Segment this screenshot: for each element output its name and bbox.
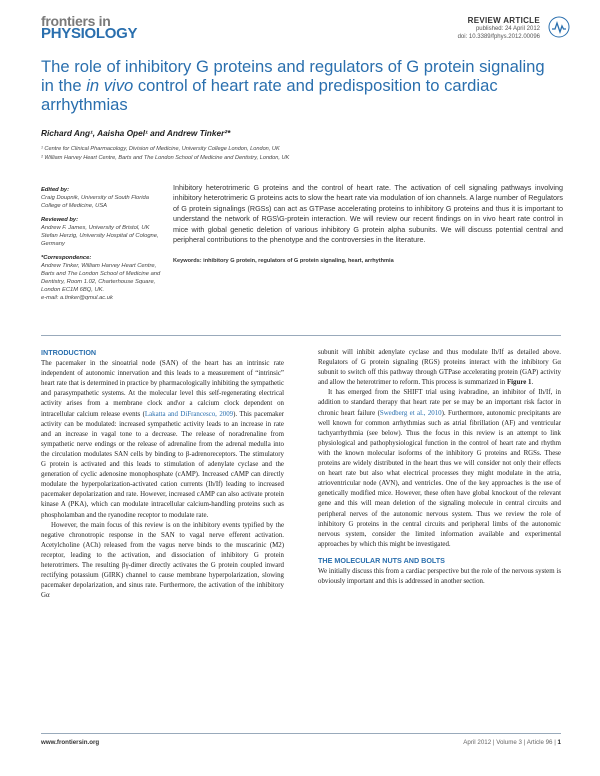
- intro-paragraph-3: [318, 348, 561, 388]
- editorial-sidebar: [41, 186, 161, 302]
- page-number: 1: [557, 739, 561, 746]
- intro-paragraph-2: However, the main focus of this review is on the inhibitory events typified by the negative chronotropic response in the SAN to vagal nerve efferent activation. Acetylcholine (ACh) released from the vagus nerve binds to the muscarinic (M2) receptor, leading to the activation, and dissociation of inhibitory G protein heterotrimers. The resulting βγ-dimer directly activates the G protein coupled inward rectifying potassium (GIRK) channel to cause membrane hyperpolarization, slowing pacemaker depolarization, and sinus rate. Furthermore, the activation of the inhibitory Gα: [41, 521, 284, 600]
- citation-swedberg[interactable]: Swedberg et al., 2010: [379, 409, 442, 417]
- p3-text-b: .: [531, 379, 534, 387]
- p4-text-a: It has emerged from the SHIFT trial using ivabradine, an inhibitor of Ih/If, in addition to standard therapy that heart rate per se may be an important risk factor in chronic heart failure (: [318, 389, 561, 417]
- affiliation-2: ² William Harvey Heart Centre, Barts and The London School of Medicine and Dentistry, London, UK: [41, 155, 290, 161]
- reviewer-1: Andrew F. James, University of Bristol, UK: [41, 225, 150, 231]
- journal-emblem-icon: [548, 16, 570, 38]
- keywords-label: Keywords:: [173, 258, 202, 264]
- footer-citation: [463, 739, 561, 746]
- molecular-nuts-heading: THE MOLECULAR NUTS AND BOLTS: [318, 555, 445, 565]
- authors: Richard Ang¹, Aaisha Opel¹ and Andrew Tinker²*: [41, 128, 231, 138]
- p3-text-a: subunit will inhibit adenylate cyclase and thus modulate Ih/If as detailed above. Regulators of G protein signaling (RGS) proteins interact with the inhibitory Gα subunit to switch off this pathway through GTPase accelerating protein (GAP) activity and allow the heterotrimer to reform. This process is summarized in: [318, 349, 561, 387]
- keywords-text: inhibitory G protein, regulators of G protein signaling, heart, arrhythmia: [203, 258, 394, 264]
- correspondence-address: Andrew Tinker, William Harvey Heart Centre, Barts and The London School of Medicine and Dentistry, Room 1.02, Charterhouse Square, London EC1M 6BQ, UK.: [41, 263, 161, 293]
- p4-text-b: ). Furthermore, autonomic precipitants are well known for common arrhythmias such as atrial fibrillation (AF) and ventricular tachyarrhythmia (see below). Thus the focus in this review is an attempt to link physiological and pathophysiological function in the control of heart rate and rhythm with the known molecular isoforms of the inhibitory G proteins and RGSs. These proteins are widely distributed in the heart thus we will consider not only their effects on heart rate but also what electrical processes they might modulate in the atria, atrioventricular node (AVN), and ventricles. One of the key approaches is the use of genetically modified mice. However, these often have global knockout of the relevant gene and this will mean deletion of the signaling molecule in central circuits and peripheral nerves of the autonomic nervous system. Thus we review the role of inhibitory G proteins in the central circuits and peripheral limbs of the autonomic nervous system, consider the limited information available and experimental approaches by which this might be investigated.: [318, 409, 561, 548]
- journal-logo: [41, 14, 137, 41]
- editor: Craig Doupnik, University of South Florida College of Medicine, USA: [41, 195, 149, 209]
- p1-text-b: ). This pacemaker activity can be modulated: increased sympathetic activity leads to an increase in rate and an increase in vagal tone to a decrease. The release of noradrenaline from sympathetic nerve endings or the release of adrenaline from the adrenal medulla into the circulation modulates SAN cells by binding to β-adrenoreceptors. The stimulatory G protein is activated and this leads to stimulation of adenylate cyclase and the generation of cyclic adenosine monophosphate (cAMP). Increased cAMP can directly modulate the hyperpolarization-activated cation currents (Ih/If) leading to increased pacemaker depolarization and rate. However, increased cAMP can also activate protein kinase A (PKA), which can modulate intracellular calcium-handling proteins such as phospholamban and the ryanodine receptor to modulate rate.: [41, 410, 284, 519]
- edited-by-label: Edited by:: [41, 187, 70, 193]
- journal-name-line1: frontiers in: [41, 13, 111, 29]
- section-divider: [41, 335, 561, 336]
- article-type: REVIEW ARTICLE: [467, 16, 540, 25]
- published-date: published: 24 April 2012: [475, 26, 540, 32]
- body-column-right: [318, 348, 561, 587]
- reviewed-by-label: Reviewed by:: [41, 217, 79, 223]
- title-part1: The role of inhibitory G proteins and regulators of G protein signaling in the: [41, 57, 545, 95]
- footer-citation-text: April 2012 | Volume 3 | Article 96 |: [463, 739, 558, 746]
- p1-text-a: The pacemaker in the sinoatrial node (SAN) of the heart has an intrinsic rate independent of autonomic innervation and this leads to a measurement of “intrinsic” heart rate that is determined in practice by pharmacologically inhibiting the sympathetic and parasympathetic systems. At the molecular level this self-regenerating electrical activity arises from a membrane clock and\or a calcium clock dependent on intracellular calcium release events (: [41, 360, 284, 418]
- keywords: [173, 258, 563, 264]
- doi: doi: 10.3389/fphys.2012.00096: [457, 33, 540, 40]
- nuts-paragraph: We initially discuss this from a cardiac perspective but the role of the nervous system is obviously important and this is addressed in another section.: [318, 567, 561, 586]
- title-part2: control of heart rate and predisposition to cardiac arrhythmias: [41, 76, 498, 114]
- reviewer-2: Stefan Herzig, University Hospital of Cologne, Germany: [41, 233, 159, 247]
- footer-divider: [41, 733, 561, 734]
- article-meta: [458, 16, 540, 41]
- introduction-heading: INTRODUCTION: [41, 348, 97, 357]
- affiliation-1: ¹ Centre for Clinical Pharmacology, Division of Medicine, University College London, London, UK: [41, 146, 280, 152]
- correspondence-email[interactable]: e-mail: a.tinker@qmul.ac.uk: [41, 295, 113, 301]
- intro-paragraph-4: [318, 388, 561, 550]
- figure-1-link[interactable]: Figure 1: [506, 379, 532, 387]
- correspondence-label: *Correspondence:: [41, 255, 92, 261]
- body-column-left: [41, 348, 284, 601]
- footer-website[interactable]: www.frontiersin.org: [41, 739, 100, 746]
- intro-paragraph-1: [41, 359, 284, 521]
- journal-name-line2: PHYSIOLOGY: [41, 25, 138, 42]
- citation-lakatta[interactable]: Lakatta and DiFrancesco, 2009: [144, 410, 234, 418]
- article-title: [41, 57, 561, 114]
- title-italic: in vivo: [86, 76, 134, 95]
- abstract: Inhibitory heterotrimeric G proteins and the control of heart rate. The activation of cell signaling pathways involving inhibitory heterotrimeric G proteins acts to slow the heart rate via modulation of ion channels. A large number of Regulators of G protein signalings (RGSs) can act as GTPase accelerating proteins to inhibitory G proteins and thus it is important to understand the network of RGS\G-protein interaction. We will review our recent findings on in vivo heart rate control in mice with global genetic deletion of various inhibitory G protein alpha subunits. We will discuss potential central and peripheral contributions to the phenotype and the controversies in the literature.: [173, 183, 563, 245]
